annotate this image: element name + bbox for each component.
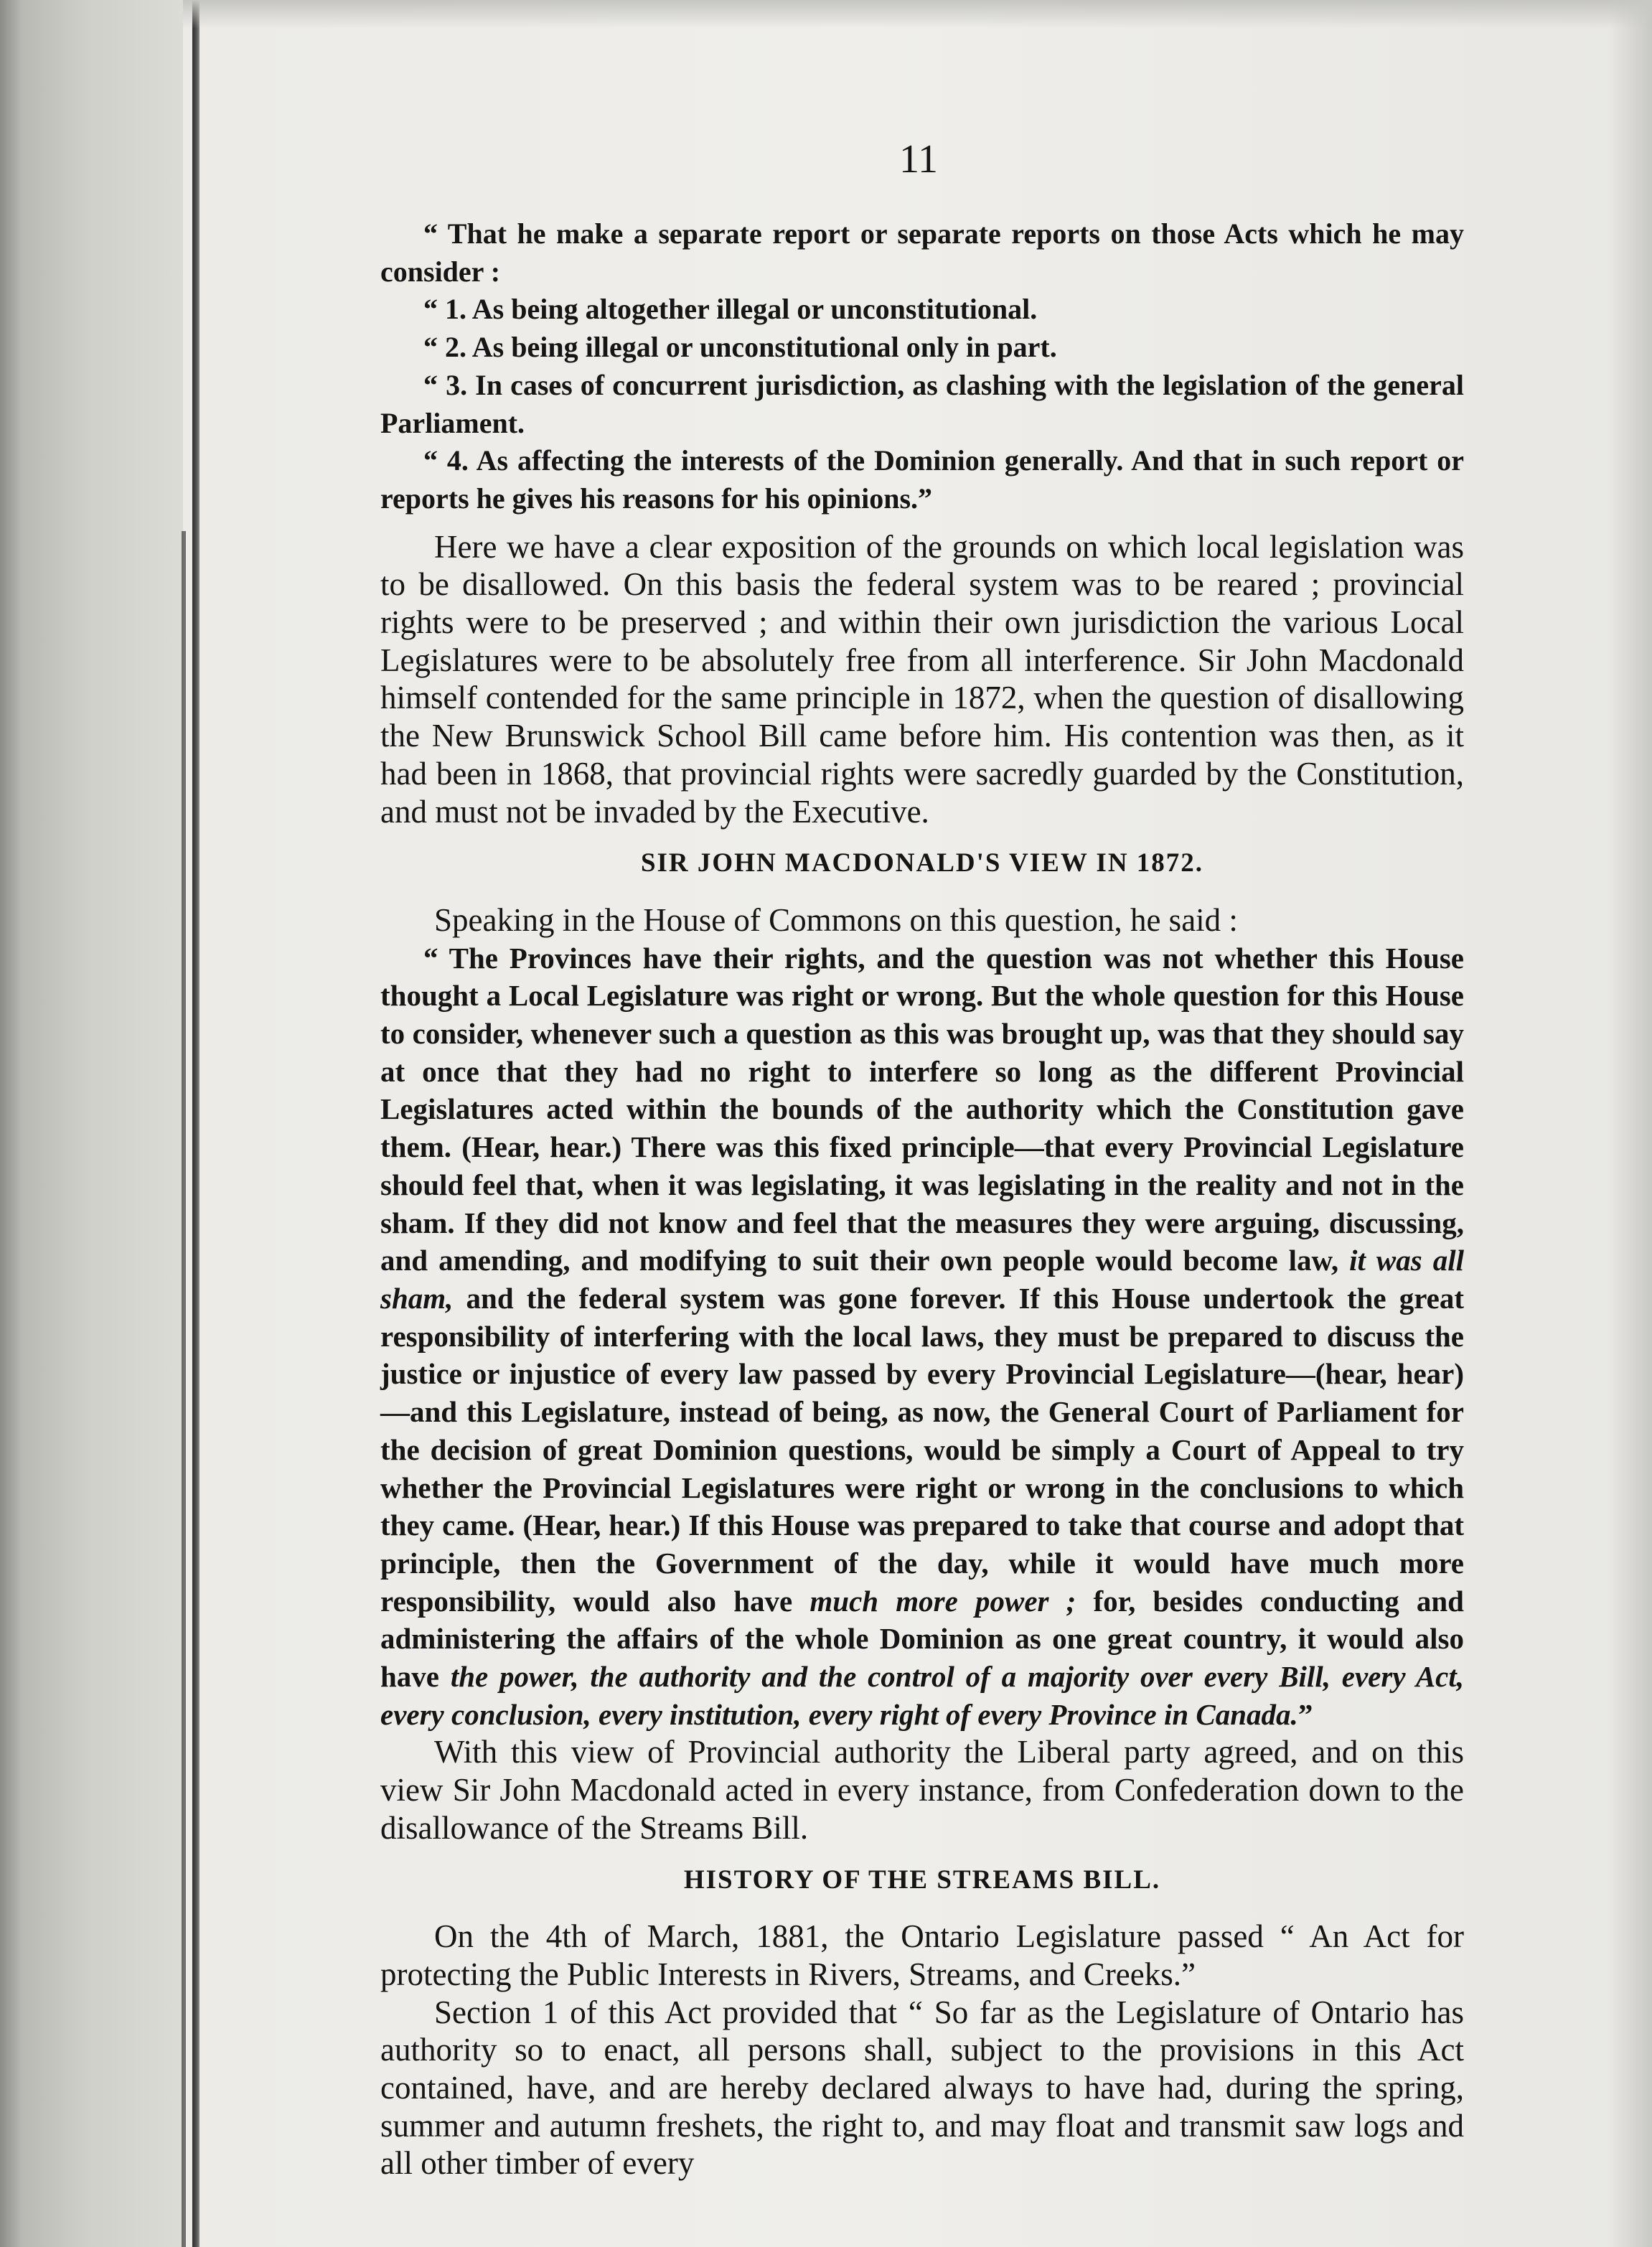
- quote-intro: “ That he make a separate report or separate reports on those Acts which he may consider :: [380, 217, 1464, 288]
- quote-item-4: “ 4. As affecting the interests of the Dominion generally. And that in such report or reports he gives his reasons for his opinions.”: [380, 444, 1464, 515]
- left-page-edge: [0, 0, 183, 2247]
- quote-item-3: “ 3. In cases of concurrent jurisdiction, as clashing with the legislation of the general Parliament.: [380, 368, 1464, 439]
- paragraph-speaking: Speaking in the House of Commons on this question, he said :: [434, 901, 1238, 938]
- page-number: 11: [899, 137, 938, 182]
- body-text: [380, 215, 1464, 2182]
- quote-close: ”: [1297, 1697, 1313, 1731]
- quote-italic-1: it was all sham,: [380, 1244, 1464, 1315]
- paragraph-ontario-act: On the 4th of March, 1881, the Ontario Legislature passed “ An Act for protecting the Public Interests in Rivers, Streams, and Creeks.”: [380, 1918, 1464, 1992]
- quote-item-2: “ 2. As being illegal or unconstitutional only in part.: [423, 331, 1057, 364]
- right-page-edge: [1609, 0, 1652, 2247]
- quote-italic-3: the power, the authority and the control of a majority over every Bill, every Act, every conclusion, every institution, every right of every Province in Canada.: [380, 1660, 1464, 1731]
- top-shadow: [183, 0, 1652, 29]
- quote-part-3: for, besides conducting and administering the affairs of the whole Dominion as one great country, it would also have: [380, 1584, 1464, 1694]
- section-heading-streams-bill: HISTORY OF THE STREAMS BILL.: [683, 1864, 1161, 1895]
- paragraph-exposition: Here we have a clear exposition of the grounds on which local legislation was to be disallowed. On this basis the federal system was to be reared ; provincial rights were to be preserved ; and within their own jurisdiction the various Local Legislatures were to be absolutely free from all interference. Sir John Macdonald himself contended for the same principle in 1872, when the question of disallowing the New Brunswick School Bill came before him. His contention was then, as it had been in 1868, that provincial rights were sacredly guarded by the Constitution, and must not be invaded by the Executive.: [380, 528, 1464, 830]
- quote-italic-2: much more power ;: [809, 1584, 1076, 1618]
- paragraph-liberal-party: With this view of Provincial authority the Liberal party agreed, and on this view Sir John Macdonald acted in every instance, from Confederation down to the disallowance of the Streams Bill.: [380, 1734, 1464, 1846]
- macdonald-quote: [380, 939, 1464, 1734]
- paragraph-section-1: Section 1 of this Act provided that “ So far as the Legislature of Ontario has authority so to enact, all persons shall, subject to the provisions in this Act contained, have, and are hereby declared always to have had, during the spring, summer and autumn freshets, the right to, and may float and transmit saw logs and all other timber of every: [380, 1994, 1464, 2182]
- binding-line: [192, 0, 200, 2247]
- quote-item-1: “ 1. As being altogether illegal or unconstitutional.: [423, 293, 1038, 326]
- quote-part-1: “ The Provinces have their rights, and the question was not whether this House thought a Local Legislature was right or wrong. But the whole question for this House to consider, whenever such a question as this was brought up, was that they should say at once that they had no right to interfere so long as the different Provincial Legislatures acted within the bounds of the authority which the Constitution gave them. (Hear, hear.) There was this fixed principle—that every Provincial Legislature should feel that, when it was legislating, it was legislating in the reality and not in the sham. If they did not know and feel that the measures they were arguing, discussing, and amending, and modifying to suit their own people would become law,: [380, 941, 1464, 1277]
- quote-part-2: and the federal system was gone forever. If this House undertook the great responsibility of interfering with the local laws, they must be prepared to discuss the justice or injustice of every law passed by every Provincial Legislature—(hear, hear)—and this Legislature, instead of being, as now, the General Court of Parliament for the decision of great Dominion questions, would be simply a Court of Appeal to try whether the Provincial Legislatures were right or wrong in the conclusions to which they came. (Hear, hear.) If this House was prepared to take that course and adopt that principle, then the Government of the day, while it would have much more responsibility, would also have: [380, 1281, 1464, 1618]
- binding-shadow-line: [182, 531, 186, 2247]
- section-heading-1872: SIR JOHN MACDONALD'S VIEW IN 1872.: [640, 848, 1204, 878]
